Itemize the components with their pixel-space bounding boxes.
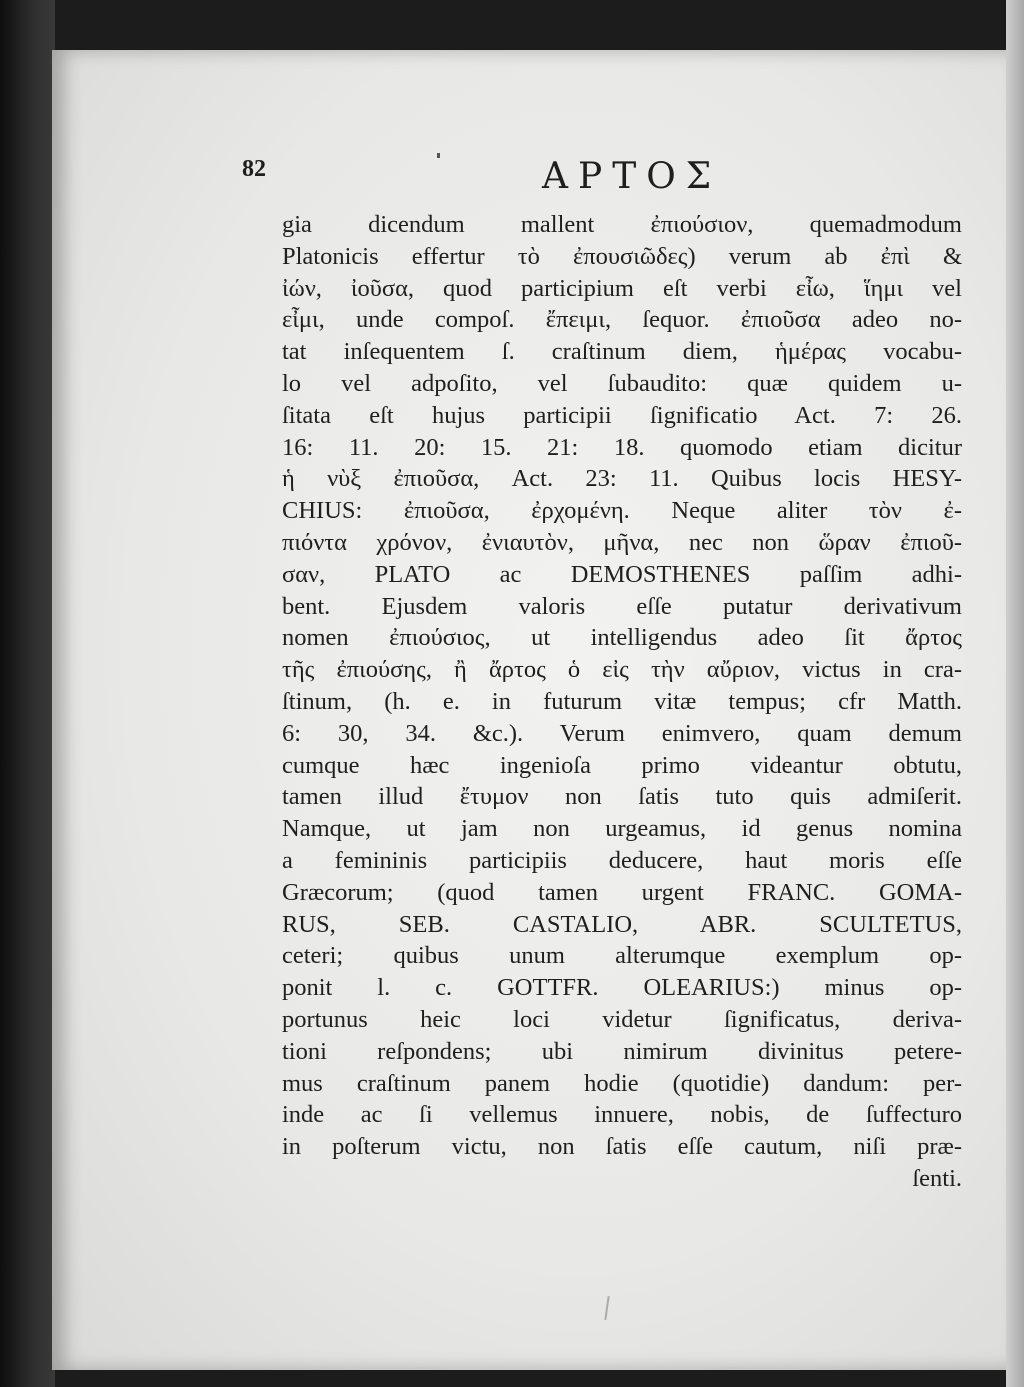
text-line: mus craſtinum panem hodie (quotidie) dandum: per-: [282, 1069, 962, 1097]
text-line: lo vel adpoſito, vel ſubaudito: quæ quidem u-: [282, 369, 962, 397]
text-line: εἶμι, unde compoſ. ἔπειμι, ſequor. ἐπιοῦσα adeo no-: [282, 306, 962, 334]
text-line: portunus heic loci videtur ſignificatus, deriva-: [282, 1005, 962, 1033]
text-line: ſitata eſt hujus participii ſignificatio Act. 7: 26.: [282, 401, 962, 429]
text-line: bent. Ejusdem valoris eſſe putatur derivativum: [282, 592, 962, 620]
text-line: CHIUS: ἐπιοῦσα, ἐρχομένη. Neque aliter τὸν ἐ-: [282, 497, 962, 525]
text-line: nomen ἐπιούσιος, ut intelligendus adeo ſit ἄρτος: [282, 624, 962, 652]
text-line: τῆς ἐπιούσης, ἢ ἄρτος ὁ εἰς τὴν αὔριον, victus in cra-: [282, 656, 962, 684]
text-line: Platonicis effertur τὸ ἐπουσιῶδες) verum ab ἐπὶ &: [282, 242, 962, 270]
text-line: ἡ νὺξ ἐπιοῦσα, Act. 23: 11. Quibus locis HESY-: [282, 465, 962, 493]
text-line: ſtinum, (h. e. in futurum vitæ tempus; cfr Matth.: [282, 687, 962, 715]
page-header: [242, 156, 942, 196]
book-binding-edge: [0, 0, 55, 1387]
text-line: RUS, SEB. CASTALIO, ABR. SCULTETUS,: [282, 910, 962, 938]
text-line: ponit l. c. GOTTFR. OLEARIUS:) minus op-: [282, 974, 962, 1002]
text-line: a femininis participiis deducere, haut moris eſſe: [282, 846, 962, 874]
text-line: πιόντα χρόνον, ἐνιαυτὸν, μῆνα, nec non ὥραν ἐπιοῦ-: [282, 528, 962, 556]
text-line: 6: 30, 34. &c.). Verum enimvero, quam demum: [282, 719, 962, 747]
running-head: ΑΡΤΟΣ: [542, 156, 722, 197]
page-number: 82: [242, 156, 266, 182]
text-line: Namque, ut jam non urgeamus, id genus nomina: [282, 815, 962, 843]
text-line: σαν, PLATO ac DEMOSTHENES paſſim adhi-: [282, 560, 962, 588]
body-text: [282, 209, 962, 1192]
text-line: tat inſequentem ſ. craſtinum diem, ἡμέρας vocabu-: [282, 338, 962, 366]
catchword: ſenti.: [912, 1164, 962, 1192]
text-line: cumque hæc ingenioſa primo videantur obtutu,: [282, 751, 962, 779]
text-line: ceteri; quibus unum alterumque exemplum op-: [282, 942, 962, 970]
text-line: inde ac ſi vellemus innuere, nobis, de ſuffecturo: [282, 1101, 962, 1129]
page-right-edge: [1006, 0, 1024, 1387]
text-line: 16: 11. 20: 15. 21: 18. quomodo etiam dicitur: [282, 433, 962, 461]
text-line: in poſterum victu, non ſatis eſſe cautum, niſi præ-: [282, 1133, 962, 1161]
text-line: ἰών, ἰοῦσα, quod participium eſt verbi εἶω, ἵημι vel: [282, 274, 962, 302]
text-line: gia dicendum mallent ἐπιούσιον, quemadmodum: [282, 211, 962, 238]
text-line: tioni reſpondens; ubi nimirum divinitus petere-: [282, 1037, 962, 1065]
text-line: tamen illud ἔτυμον non ſatis tuto quis admiſerit.: [282, 783, 962, 811]
text-line: Græcorum; (quod tamen urgent FRANC. GOMA-: [282, 878, 962, 906]
